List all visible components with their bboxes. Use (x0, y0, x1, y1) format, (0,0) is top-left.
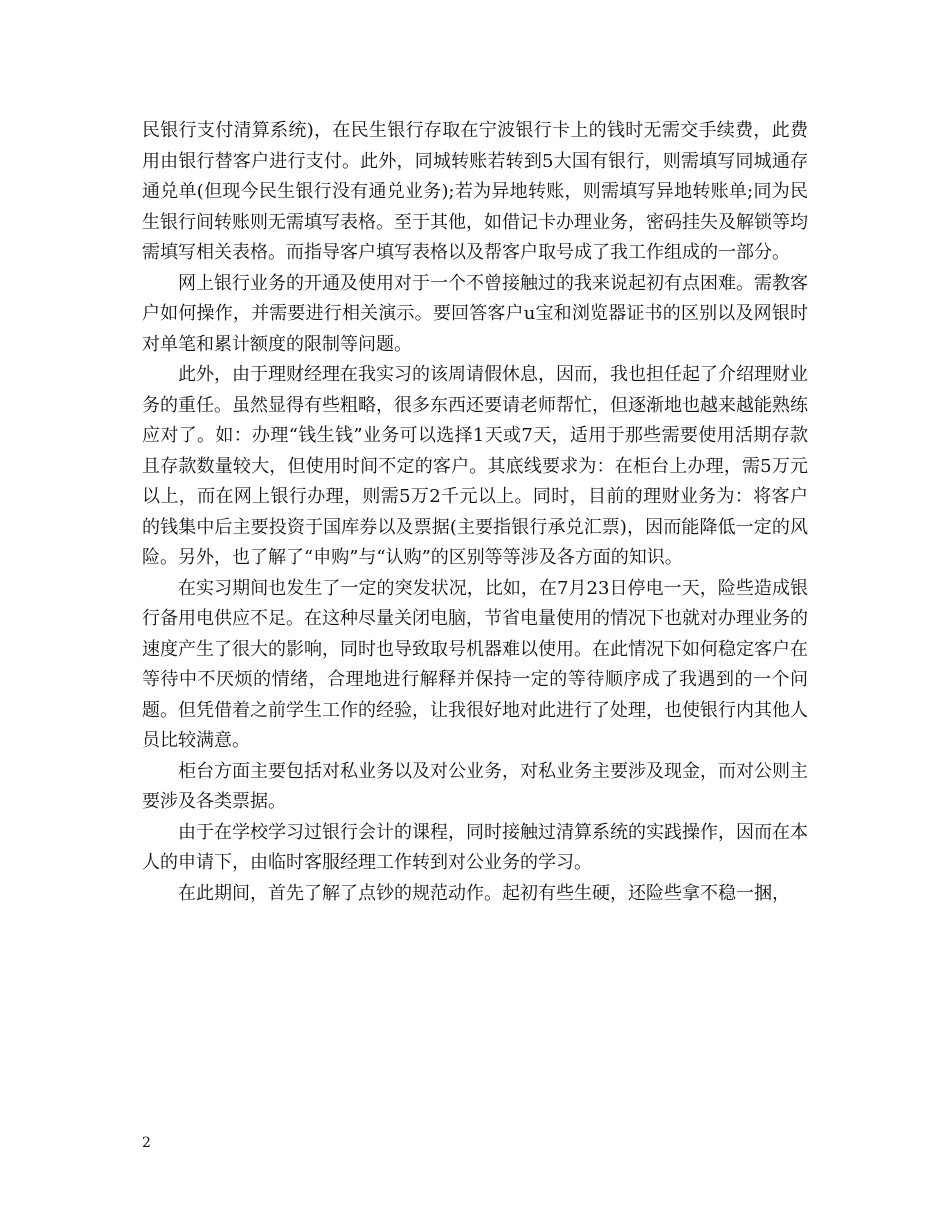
paragraph-5: 柜台方面主要包括对私业务以及对公业务，对私业务主要涉及现金，而对公则主要涉及各类票据。 (142, 760, 808, 812)
paragraph-7: 在此期间，首先了解了点钞的规范动作。起初有些生硬，还险些拿不稳一捆， (178, 882, 790, 904)
paragraph-3: 此外，由于理财经理在我实习的该周请假休息，因而，我也担任起了介绍理财业务的重任。虽然显得有些粗略，很多东西还要请老师帮忙，但逐渐地也越来越能熟练应对了。如：办理“钱生钱”业务可以选择1天或7天，适用于那些需要使用活期存款且存款数量较大，但使用时间不定的客户。其底线要求为：在柜台上办理，需5万元以上，而在网上银行办理，则需5万2千元以上。同时，目前的理财业务为：将客户的钱集中后主要投资于国库券以及票据(主要指银行承兑汇票)，因而能降低一定的风险。另外，也了解了“申购”与“认购”的区别等等涉及各方面的知识。 (142, 364, 808, 568)
paragraph-1: 民银行支付清算系统)，在民生银行存取在宁波银行卡上的钱时无需交手续费，此费用由银行替客户进行支付。此外，同城转账若转到5大国有银行，则需填写同城通存通兑单(但现今民生银行没有通兑业务);若为异地转账，则需填写异地转账单;同为民生银行间转账则无需填写表格。至于其他，如借记卡办理业务，密码挂失及解锁等均需填写相关表格。而指导客户填写表格以及帮客户取号成了我工作组成的一部分。 (142, 120, 808, 263)
paragraph-6: 由于在学校学习过银行会计的课程，同时接触过清算系统的实践操作，因而在本人的申请下，由临时客服经理工作转到对公业务的学习。 (142, 821, 808, 873)
document-body (142, 116, 808, 909)
paragraph-4: 在实习期间也发生了一定的突发状况，比如，在7月23日停电一天，险些造成银行备用电供应不足。在这种尽量关闭电脑，节省电量使用的情况下也就对办理业务的速度产生了很大的影响，同时也导致取号机器难以使用。在此情况下如何稳定客户在等待中不厌烦的情绪，合理地进行解释并保持一定的等待顺序成了我遇到的一个问题。但凭借着之前学生工作的经验，让我很好地对此进行了处理，也使银行内其他人员比较满意。 (142, 577, 808, 751)
paragraph-2: 网上银行业务的开通及使用对于一个不曾接触过的我来说起初有点困难。需教客户如何操作，并需要进行相关演示。要回答客户u宝和浏览器证书的区别以及网银时对单笔和累计额度的限制等问题。 (142, 272, 808, 355)
page-number: 2 (142, 1135, 151, 1151)
